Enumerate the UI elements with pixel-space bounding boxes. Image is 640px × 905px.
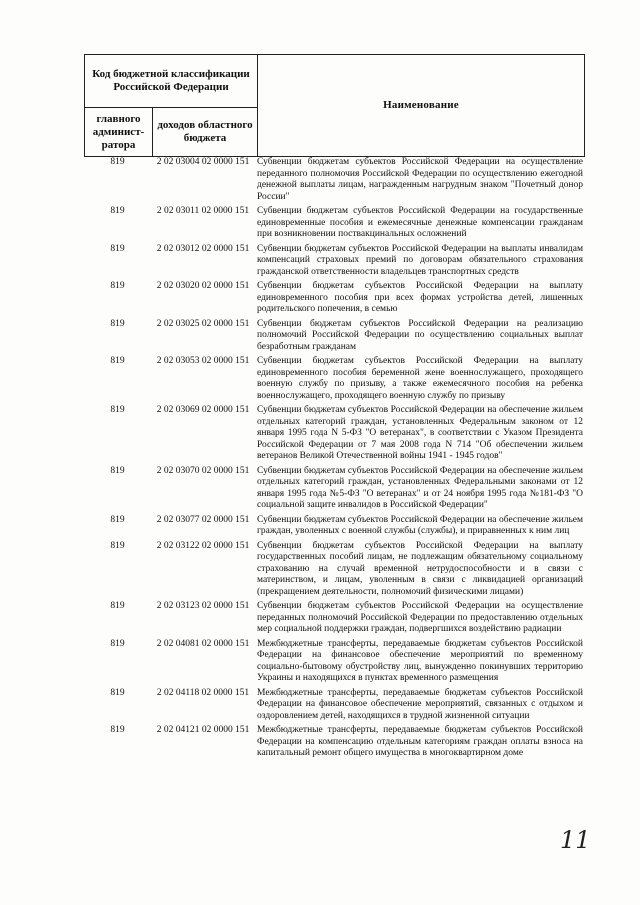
income-code-cell: 2 02 03020 02 0000 151 bbox=[156, 281, 250, 291]
description-cell: Межбюджетные трансферты, передаваемые бюджетам субъектов Российской Федерации на финансовое обеспечение мероприятий, связанных с отдыхом и оздоровлением детей, находящихся в трудной жизненной ситуации bbox=[257, 687, 583, 721]
table-row bbox=[84, 356, 584, 402]
description-cell: Субвенции бюджетам субъектов Российской Федерации на осуществление переданного полномочия Российской Федерации по осуществлению ежегодной денежной выплаты лицам, награжденным нагрудным знаком "Почетный донор России" bbox=[257, 157, 583, 202]
income-code-cell: 2 02 03122 02 0000 151 bbox=[156, 540, 250, 551]
table-row bbox=[84, 688, 584, 723]
admin-code-cell: 819 bbox=[110, 356, 125, 366]
name-column-header: Наименование bbox=[258, 55, 585, 157]
table-row bbox=[84, 725, 584, 760]
table-row bbox=[84, 466, 584, 512]
page-number: 11 bbox=[560, 826, 591, 854]
description-cell: Субвенции бюджетам субъектов Российской Федерации на обеспечение жильем отдельных категорий граждан, установленных Федеральными законами от 12 января 1995 года №5-ФЗ "О ветеранах" и от 24 ноября 1995 года №181-ФЗ "О социальной защите инвалидов в Российской Федерации" bbox=[257, 465, 583, 510]
admin-code-cell: 819 bbox=[110, 206, 125, 216]
admin-code-cell: 819 bbox=[110, 243, 125, 254]
description-cell: Субвенции бюджетам субъектов Российской Федерации на выплату единовременного пособия при всех формах устройства детей, лишенных родительского попечения, в семью bbox=[257, 281, 583, 314]
income-code-cell: 2 02 03012 02 0000 151 bbox=[156, 243, 250, 254]
description-cell: Субвенции бюджетам субъектов Российской Федерации на осуществление переданных полномочий Российской Федерации по предоставлению отдельных мер социальной поддержки граждан, подвергшихся воздействию радиации bbox=[257, 601, 583, 634]
table-row bbox=[84, 541, 584, 599]
description-cell: Субвенции бюджетам субъектов Российской Федерации на обеспечение жильем граждан, уволенных с военной службы (службы), и приравненных к ним лиц bbox=[257, 514, 583, 536]
table-row bbox=[84, 281, 584, 316]
income-code-cell: 2 02 04118 02 0000 151 bbox=[156, 687, 250, 698]
description-cell: Субвенции бюджетам субъектов Российской Федерации на реализацию полномочий Российской Федерации по осуществлению социальных выплат безработным гражданам bbox=[257, 318, 583, 352]
income-code-cell: 2 02 03123 02 0000 151 bbox=[156, 601, 250, 611]
table-row bbox=[84, 157, 584, 203]
income-code-cell: 2 02 04081 02 0000 151 bbox=[156, 638, 250, 649]
admin-code-cell: 819 bbox=[110, 281, 125, 291]
description-cell: Субвенции бюджетам субъектов Российской Федерации на выплаты инвалидам компенсаций страховых премий по договорам обязательного страхования гражданской ответственности владельцев транспортных средств bbox=[257, 243, 583, 277]
admin-code-cell: 819 bbox=[110, 318, 125, 329]
description-cell: Субвенции бюджетам субъектов Российской Федерации на выплату единовременного пособия беременной жене военнослужащего, проходящего военную службу по призыву, а также ежемесячного пособия на ребенка военнослужащего, проходящего военную службу по призыву bbox=[257, 356, 583, 401]
table-row bbox=[84, 639, 584, 685]
admin-code-cell: 819 bbox=[110, 687, 125, 698]
description-cell: Субвенции бюджетам субъектов Российской Федерации на обеспечение жильем отдельных категорий граждан, установленных Федеральным законом от 12 января 1995 года N 5-ФЗ "О ветеранах", в соответствии с Указом Президента Российской Федерации от 7 мая 2008 года N 714 "Об обеспечении жильем ветеранов Великой Отечественной войны 1941 - 1945 годов" bbox=[257, 405, 583, 461]
table-row bbox=[84, 244, 584, 279]
table-row bbox=[84, 405, 584, 463]
admin-code-cell: 819 bbox=[110, 514, 125, 525]
income-code-cell: 2 02 03004 02 0000 151 bbox=[156, 157, 250, 167]
description-cell: Межбюджетные трансферты, передаваемые бюджетам субъектов Российской Федерации на финансовое обеспечение мероприятий по временному социально-бытовому обустройству лиц, вынужденно покинувших территорию Украины и находящихся в пунктах временного размещения bbox=[257, 638, 583, 683]
admin-code-cell: 819 bbox=[110, 638, 125, 649]
table-body bbox=[84, 157, 584, 763]
description-cell: Субвенции бюджетам субъектов Российской Федерации на государственные единовременные пособия и ежемесячные денежные компенсации гражданам при возникновении поствакцинальных осложнений bbox=[257, 206, 583, 239]
budget-code-group-header: Код бюджетной классификации Российской Федерации bbox=[85, 55, 258, 108]
table-row bbox=[84, 601, 584, 636]
table-row bbox=[84, 206, 584, 241]
description-cell: Межбюджетные трансферты, передаваемые бюджетам субъектов Российской Федерации на компенсацию отдельным категориям граждан оплаты взноса на капитальный ремонт общего имущества в многоквартирном доме bbox=[257, 725, 583, 758]
admin-code-cell: 819 bbox=[110, 725, 125, 735]
admin-column-header: главного админист-ратора bbox=[85, 108, 153, 157]
code-column-header: доходов областного бюджета bbox=[153, 108, 258, 157]
income-code-cell: 2 02 03011 02 0000 151 bbox=[156, 206, 250, 216]
admin-code-cell: 819 bbox=[110, 405, 125, 415]
description-cell: Субвенции бюджетам субъектов Российской Федерации на выплату государственных пособий лицам, не подлежащим обязательному социальному страхованию на случай временной нетрудоспособности и в связи с материнством, и лицам, уволенным в связи с ликвидацией организаций (прекращением деятельности, полномочий физическими лицами) bbox=[257, 540, 583, 597]
admin-code-cell: 819 bbox=[110, 157, 125, 167]
admin-code-cell: 819 bbox=[110, 465, 125, 476]
admin-code-cell: 819 bbox=[110, 540, 125, 551]
table-row bbox=[84, 319, 584, 354]
income-code-cell: 2 02 03070 02 0000 151 bbox=[156, 465, 250, 476]
income-code-cell: 2 02 04121 02 0000 151 bbox=[156, 725, 250, 735]
table-header bbox=[84, 54, 585, 157]
admin-code-cell: 819 bbox=[110, 601, 125, 611]
table-row bbox=[84, 515, 584, 538]
income-code-cell: 2 02 03053 02 0000 151 bbox=[156, 356, 250, 366]
income-code-cell: 2 02 03069 02 0000 151 bbox=[156, 405, 250, 415]
income-code-cell: 2 02 03025 02 0000 151 bbox=[156, 318, 250, 329]
income-code-cell: 2 02 03077 02 0000 151 bbox=[156, 514, 250, 525]
